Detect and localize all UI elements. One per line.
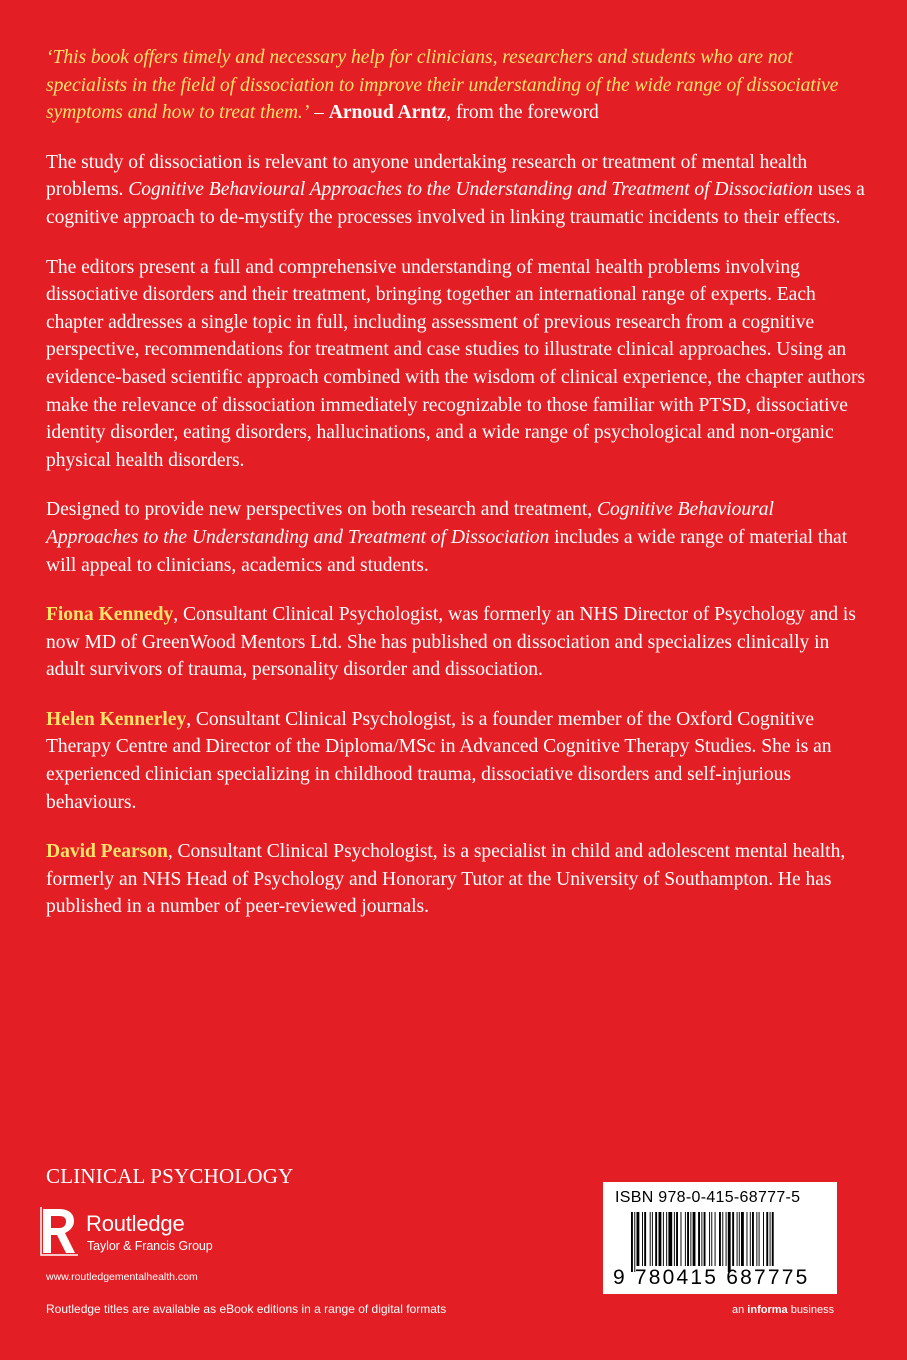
quote-text: ‘This book offers timely and necessary help for clinicians, researchers and students who are not specialists in the field of dissociation to improve their understanding of the wide range of dissociative symptoms and how to treat them.’ [46, 47, 839, 124]
para1-book-title: Cognitive Behavioural Approaches to the Understanding and Treatment of Dissociation [128, 179, 813, 201]
barcode-bar [728, 1212, 731, 1272]
publisher-logo [40, 1205, 280, 1261]
barcode-icon [631, 1212, 827, 1272]
barcode-bar [747, 1212, 748, 1266]
barcode-bar [631, 1212, 633, 1272]
routledge-r-icon [40, 1205, 80, 1257]
barcode-bar [659, 1212, 662, 1266]
publisher-group: Taylor & Francis Group [87, 1239, 213, 1253]
description-paragraph-2: The editors present a full and comprehensive understanding of mental health problems involving dissociative disorders and their treatment, bringing together an international range of experts. Each chapter addresses a single topic in full, including assessment of previous research from a cognitive perspective, recommendations for treatment and case studies to illustrate clinical approaches. Using an evidence-based scientific approach combined with the wisdom of clinical experience, the chapter authors make the relevance of dissociation immediately recognizable to those familiar with PTSD, dissociative identity disorder, eating disorders, hallucinations, and a wide range of psychological and non-organic physical health disorders. [46, 256, 866, 471]
barcode-bar [681, 1212, 682, 1266]
barcode-bar [715, 1212, 716, 1266]
description-paragraph-1 [46, 149, 866, 232]
barcode-bar [698, 1212, 700, 1266]
author-bio-1 [46, 601, 866, 684]
barcode-bar [741, 1212, 744, 1266]
ean-digits: 9 780415 687775 [613, 1266, 810, 1289]
para3-text-a: Designed to provide new perspectives on both research and treatment, [46, 499, 597, 521]
publisher-name: Routledge [86, 1211, 185, 1236]
barcode-bar [759, 1212, 760, 1266]
barcode-bar [668, 1212, 672, 1266]
author-name: David Pearson [46, 841, 168, 863]
subject-category: CLINICAL PSYCHOLOGY [46, 1164, 294, 1188]
informa-tagline [732, 1304, 834, 1316]
barcode-bar [655, 1212, 657, 1266]
barcode-bar [722, 1212, 723, 1266]
barcode-bar [739, 1212, 740, 1266]
barcode-bar [732, 1212, 734, 1266]
barcode-bar [674, 1212, 675, 1266]
author-bio-text: , Consultant Clinical Psychologist, is a founder member of the Oxford Cognitive Therapy Centre and Director of the Diploma/MSc in Advanced Cognitive Therapy Studies. She is an experienced clinician specializing in childhood trauma, dissociative disorders and self-injurious behaviours. [46, 708, 832, 813]
description-paragraph-3 [46, 496, 866, 579]
barcode-bar [711, 1212, 712, 1266]
author-name: Fiona Kennedy [46, 604, 174, 626]
author-bio-text: , Consultant Clinical Psychologist, is a specialist in child and adolescent mental health, formerly an NHS Head of Psychology and Honorary Tutor at the University of Southampton. He has published in a number of peer-reviewed journals. [46, 841, 846, 918]
para3-text-b: includes a wide range of material that will appeal to clinicians, academics and students. [46, 526, 848, 576]
barcode-bar [634, 1212, 635, 1272]
barcode-panel [603, 1182, 837, 1294]
quote-author: Arnoud Arntz [328, 102, 447, 124]
barcode-bar [666, 1212, 667, 1266]
para1-text-b: uses a cognitive approach to de-mystify the processes involved in linking traumatic incidents to their effects. [46, 179, 865, 228]
barcode-bar [644, 1212, 646, 1266]
back-cover-text [46, 44, 866, 921]
publisher-website[interactable]: www.routledgementalhealth.com [46, 1271, 198, 1283]
informa-brand: informa [747, 1304, 788, 1316]
ebook-note: Routledge titles are available as eBook editions in a range of digital formats [46, 1302, 447, 1316]
barcode-bar [726, 1212, 727, 1266]
para3-book-title: Cognitive Behavioural Approaches to the Understanding and Treatment of Dissociation [46, 499, 774, 548]
barcode-bar [704, 1212, 706, 1266]
barcode-bar [652, 1212, 653, 1266]
barcode-bar [676, 1212, 678, 1266]
barcode-bar [766, 1212, 768, 1266]
para1-text-a: The study of dissociation is relevant to anyone undertaking research or treatment of mental health problems. [46, 151, 808, 201]
barcode-bar [752, 1212, 754, 1266]
author-bio-2 [46, 706, 866, 816]
informa-prefix: an [732, 1304, 748, 1316]
barcode-bar [650, 1212, 651, 1266]
endorsement-quote [46, 44, 866, 127]
author-bio-text: , Consultant Clinical Psychologist, was formerly an NHS Director of Psychology and is now MD of GreenWood Mentors Ltd. She has published on dissociation and specializes clinically in adult survivors of trauma, personality disorder and dissociation. [46, 604, 856, 681]
barcode-bar [642, 1212, 643, 1266]
author-bio-3 [46, 838, 866, 921]
barcode-bar [663, 1212, 664, 1266]
barcode-bar [690, 1212, 691, 1266]
barcode-bar [772, 1212, 774, 1266]
barcode-bar [637, 1212, 640, 1266]
barcode-bar [719, 1212, 721, 1266]
quote-source: , from the foreword [446, 102, 599, 124]
barcode-bar [701, 1212, 702, 1266]
isbn-number: ISBN 978-0-415-68777-5 [615, 1189, 801, 1206]
barcode-bar [737, 1212, 738, 1266]
barcode-bar [756, 1212, 757, 1266]
author-name: Helen Kennerley [46, 708, 187, 730]
barcode-bar [685, 1212, 686, 1266]
barcode-bar [687, 1212, 689, 1266]
barcode-bar [770, 1212, 771, 1266]
quote-dash: – [309, 102, 329, 124]
barcode-bar [709, 1212, 710, 1266]
barcode-bar [693, 1212, 696, 1266]
informa-suffix: business [787, 1304, 835, 1316]
barcode-bar [750, 1212, 751, 1266]
barcode-bar [763, 1212, 764, 1266]
